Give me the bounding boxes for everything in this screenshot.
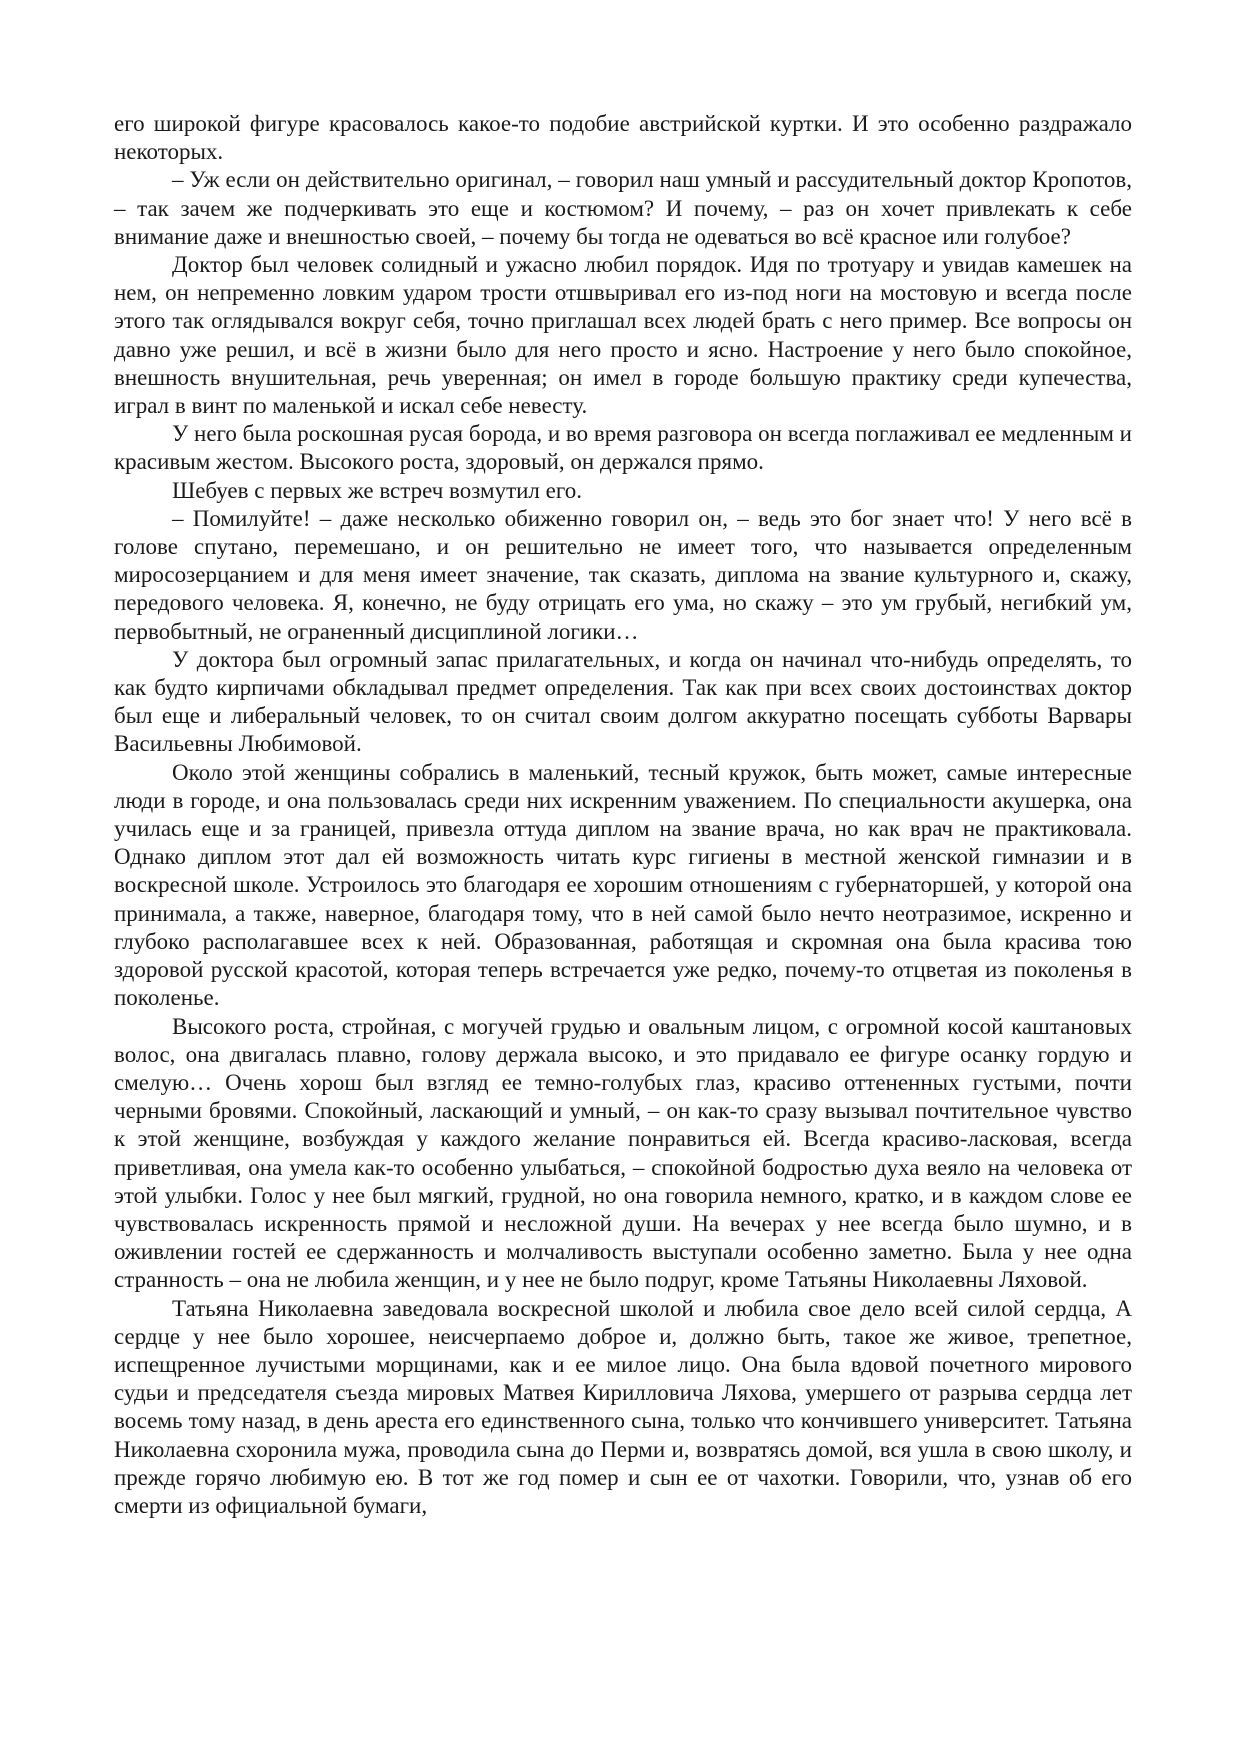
paragraph-4: У него была роскошная русая борода, и во время разговора он всегда поглаживал ее медленным и красивым жестом. Высокого роста, здоровый, он держался прямо. bbox=[114, 421, 1132, 475]
paragraph-9: Высокого роста, стройная, с могучей грудью и овальным лицом, с огромной косой каштановых волос, она двигалась плавно, голову держала высоко, и это придавало ее фигуре осанку гордую и смелую… Очень хорош был взгляд ее темно-голубых глаз, красиво оттененных густыми, почти черными бровями. Спокойный, ласкающий и умный, – он как-то сразу вызывал почтительное чувство к этой женщине, возбуждая у каждого желание понравиться ей. Всегда красиво-ласковая, всегда приветливая, она умела как-то особенно улыбаться, – спокойной бодростью духа веяло на человека от этой улыбки. Голос у нее был мягкий, грудной, но она говорила немного, кратко, и в каждом слове ее чувствовалась искренность прямой и несложной души. На вечерах у нее всегда было шумно, и в оживлении гостей ее сдержанность и молчаливость выступали особенно заметно. Была у нее одна странность – она не любила женщин, и у нее не было подруг, кроме Татьяны Николаевны Ляховой. bbox=[114, 1013, 1132, 1293]
paragraph-1: его широкой фигуре красовалось какое-то подобие австрийской куртки. И это особенно раздражало некоторых. bbox=[114, 111, 1132, 165]
paragraph-3: Доктор был человек солидный и ужасно любил порядок. Идя по тротуару и увидав камешек на нем, он непременно ловким ударом трости отшвыривал его из-под ноги на мостовую и всегда после этого так оглядывался вокруг себя, точно приглашал всех людей брать с него пример. Все вопросы он давно уже решил, и всё в жизни было для него просто и ясно. Настроение у него было спокойное, внешность внушительная, речь уверенная; он имел в городе большую практику среди купечества, играл в винт по маленькой и искал себе невесту. bbox=[114, 252, 1132, 419]
paragraph-7: У доктора был огромный запас прилагательных, и когда он начинал что-нибудь определять, то как будто кирпичами обкладывал предмет определения. Так как при всех своих достоинствах доктор был еще и либеральный человек, то он считал своим долгом аккуратно посещать субботы Варвары Васильевны Любимовой. bbox=[114, 646, 1132, 757]
paragraph-10: Татьяна Николаевна заведовала воскресной школой и любила свое дело всей силой сердца, А сердце у нее было хорошее, неисчерпаемо доброе и, должно быть, такое же живое, трепетное, испещренное лучистыми морщинами, как и ее милое лицо. Она была вдовой почетного мирового судьи и председателя съезда мировых Матвея Кирилловича Ляхова, умершего от разрыва сердца лет восемь тому назад, в день ареста его единственного сына, только что кончившего университет. Татьяна Николаевна схоронила мужа, проводила сына до Перми и, возвратясь домой, вся ушла в свою школу, и прежде горячо любимую ею. В тот же год помер и сын ее от чахотки. Говорили, что, узнав об его смерти из официальной бумаги, bbox=[114, 1295, 1132, 1518]
paragraph-2: – Уж если он действительно оригинал, – говорил наш умный и рассудительный доктор Кропотов, – так зачем же подчеркивать это еще и костюмом? И почему, – раз он хочет привлекать к себе внимание даже и внешностью своей, – почему бы тогда не одеваться во всё красное или голубое? bbox=[114, 167, 1132, 249]
paragraph-8: Около этой женщины собрались в маленький, тесный кружок, быть может, самые интересные люди в городе, и она пользовалась среди них искренним уважением. По специальности акушерка, она училась еще и за границей, привезла оттуда диплом на звание врача, но как врач не практиковала. Однако диплом этот дал ей возможность читать курс гигиены в местной женской гимназии и в воскресной школе. Устроилось это благодаря ее хорошим отношениям с губернаторшей, у которой она принимала, а также, наверное, благодаря тому, что в ней самой было нечто неотразимое, искренно и глубоко располагавшее всех к ней. Образованная, работящая и скромная она была красива тою здоровой русской красотой, которая теперь встречается уже редко, почему-то отцветая из поколенья в поколенье. bbox=[114, 759, 1132, 1011]
paragraph-5: Шебуев с первых же встреч возмутил его. bbox=[172, 477, 582, 503]
paragraph-6: – Помилуйте! – даже несколько обиженно говорил он, – ведь это бог знает что! У него всё в голове спутано, перемешано, и он решительно не имеет того, что называется определенным миросозерцанием и для меня имеет значение, так сказать, диплома на звание культурного и, скажу, передового человека. Я, конечно, не буду отрицать его ума, но скажу – это ум грубый, негибкий ум, первобытный, не ограненный дисциплиной логики… bbox=[114, 505, 1132, 644]
document-page bbox=[114, 110, 1132, 1520]
